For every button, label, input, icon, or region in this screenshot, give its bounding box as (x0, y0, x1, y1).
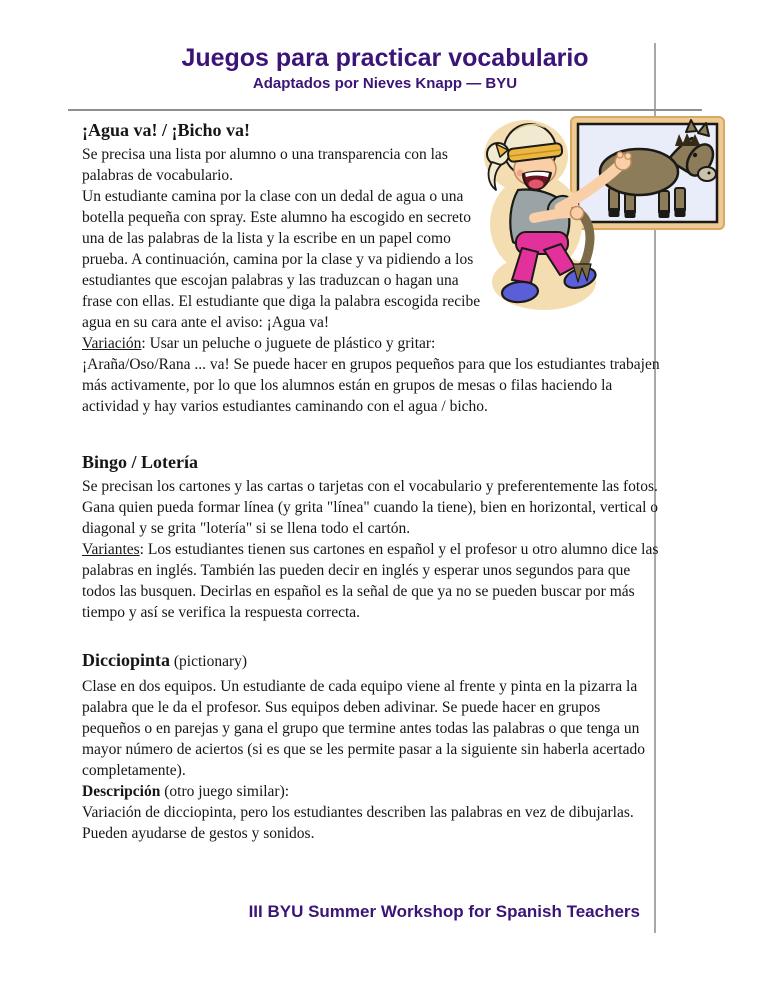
agua-paragraph-1: Se precisa una lista por alumno o una transparencia con las palabras de vocabulario. (82, 146, 448, 184)
bingo-paragraph-1: Se precisan los cartones y las cartas o tarjetas con el vocabulario y preferentemente las fotos. Gana quien pueda formar línea (y grita "línea" cuando la tiene), bien en horizontal, vertical o diagonal y se grita "lotería" si se llena todo el cartón. (82, 478, 659, 537)
variants-label: Variantes (82, 541, 140, 558)
dicciopinta-paragraph-2: Variación de dicciopinta, pero los estudiantes describen las palabras en vez de dibujarlas. Pueden ayudarse de gestos y sonidos. (82, 804, 634, 842)
pin-the-tail-on-donkey-illustration (476, 112, 731, 312)
title-divider-line (68, 109, 702, 111)
descripcion-note: (otro juego similar): (160, 783, 290, 800)
page-footer-text: III BYU Summer Workshop for Spanish Teachers (248, 902, 640, 921)
bingo-variants-paragraph (82, 539, 660, 623)
descripcion-label: Descripción (82, 783, 161, 800)
page-title: Juegos para practicar vocabulario (181, 44, 589, 72)
agua-paragraph-2: Un estudiante camina por la clase con un dedal de agua o una botella pequeña con spray. Este alumno ha escogido en secreto una de las palabras de la lista y la escribe en un papel como prueba. A continuación, camina por la clase y va pidiendo a los estudiantes que escojan palabras y las traduzcan o hagan una frase con ellas. El estudiante que diga la palabra escogida recibe agua en su cara ante el aviso: ¡Agua va! (82, 188, 481, 331)
dicciopinta-paragraph-1: Clase en dos equipos. Un estudiante de cada equipo viene al frente y pinta en la pizarra la palabra que le da el profesor. Sus equipos deben adivinar. Se puede hacer en grupos pequeños o en parejas y gana el grupo que termine antes todas las palabras o que tenga un mayor número de aciertos (si es que se les permite pasar a la siguiente sin haberla acertado completamente). (82, 678, 645, 779)
variants-text: : Los estudiantes tienen sus cartones en español y el profesor u otro alumno dice las palabras en inglés. También las pueden decir en inglés y esperar unos segundos para que todos las busquen. Decirlas en español es la señal de que ya no se pueden buscar por más tiempo y así se verifica la respuesta correcta. (82, 541, 659, 621)
page-header (68, 44, 702, 93)
variation-text: : Usar un peluche o juguete de plástico y gritar: ¡Araña/Oso/Rana ... va! Se puede hacer en grupos pequeños para que los estudiantes trabajen más activamente, por lo que los alumnos están en grupos de mesas o filas haciendo la actividad y hay varios estudiantes caminando con el agua / bicho. (82, 335, 660, 415)
page-subtitle: Adaptados por Nieves Knapp — BYU (252, 75, 518, 92)
section-heading-dicciopinta (82, 649, 660, 673)
section-heading-agua-va: ¡Agua va! / ¡Bicho va! (82, 120, 250, 140)
dicciopinta-note: (pictionary) (170, 653, 248, 670)
dicciopinta-title: Dicciopinta (82, 650, 170, 670)
variation-label: Variación (82, 335, 142, 352)
descripcion-line (82, 781, 660, 802)
section-heading-bingo: Bingo / Lotería (82, 452, 198, 472)
